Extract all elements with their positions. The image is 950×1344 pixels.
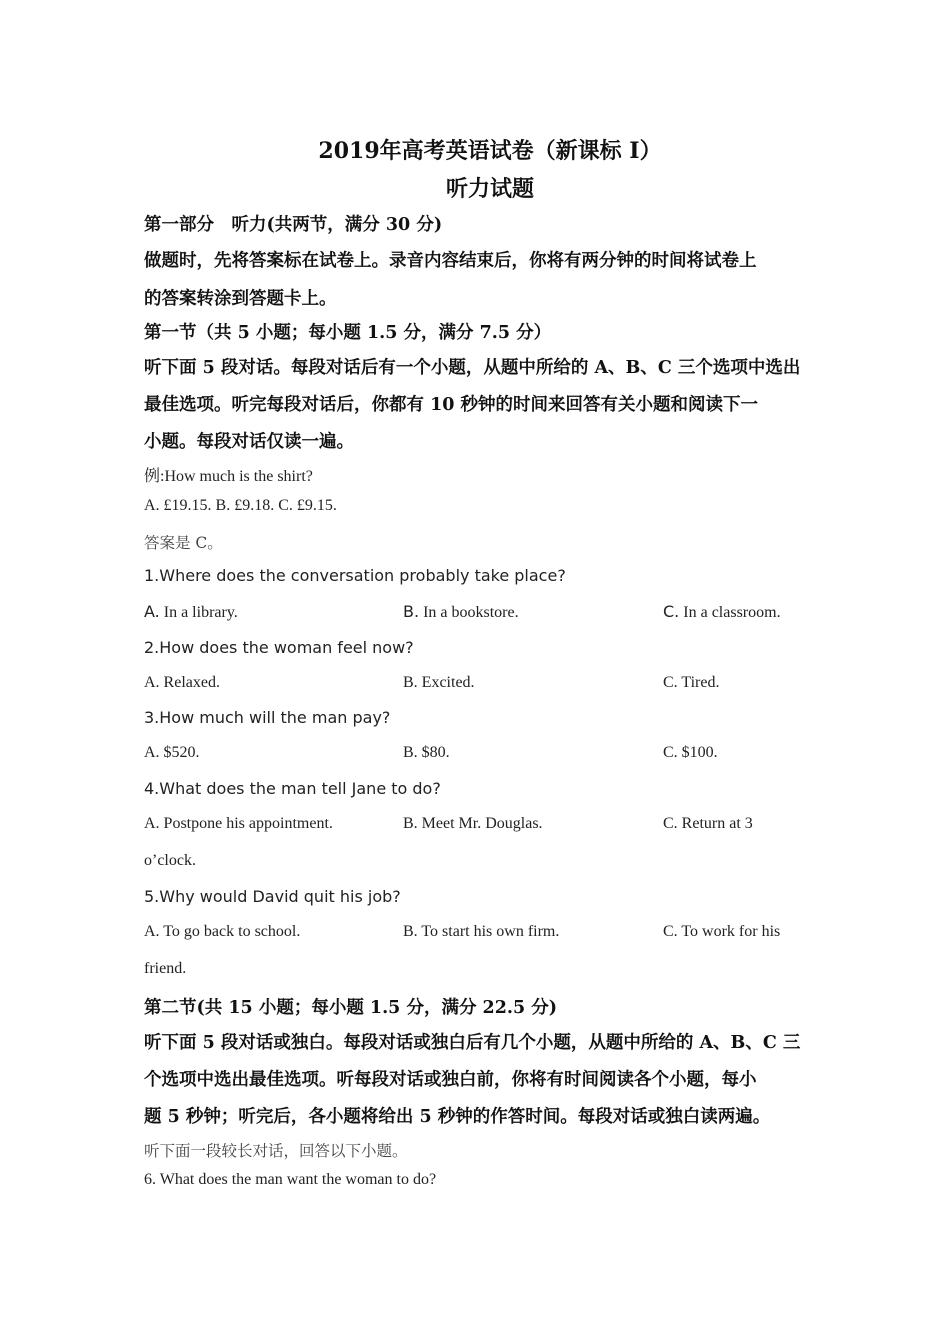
q3-option-b: B. $80. [403,744,450,761]
section2-instruction-line2: 个选项中选出最佳选项。听每段对话或独白前，你将有时间阅读各个小题，每小 [144,1070,757,1090]
part1-instruction-line2: 的答案转涂到答题卡上。 [144,289,337,309]
q1-option-c: C. In a classroom. [663,602,781,621]
q3-option-a: A. $520. [144,744,200,761]
q2-option-a: A. Relaxed. [144,674,220,691]
section2-heading: 第二节(共 15 小题；每小题 1.5 分，满分 22.5 分) [144,998,558,1018]
question-6: 6. What does the man want the woman to do? [144,1171,437,1188]
q5-option-c: C. To work for his [663,923,781,940]
example-question: 例:How much is the shirt? [144,468,313,485]
q5-option-c-continued: friend. [144,960,187,977]
q5-option-a: A. To go back to school. [144,923,301,940]
question-1: 1.Where does the conversation probably take place? [144,566,566,585]
q4-option-c-continued: o’clock. [144,852,196,869]
section1-instruction-line2: 最佳选项。听完每段对话后，你都有 10 秒钟的时间来回答有关小题和阅读下一 [144,395,759,415]
q2-option-c: C. Tired. [663,674,720,691]
q4-option-a: A. Postpone his appointment. [144,815,333,832]
part1-heading: 第一部分 听力(共两节，满分 30 分) [144,215,443,235]
q1-option-a: A. In a library. [144,602,238,621]
question-3: 3.How much will the man pay? [144,708,391,727]
question-4: 4.What does the man tell Jane to do? [144,779,441,798]
question-2: 2.How does the woman feel now? [144,638,414,657]
exam-subtitle: 听力试题 [445,176,534,202]
example-options: A. £19.15. B. £9.18. C. £9.15. [144,497,337,514]
section1-instruction-line3: 小题。每段对话仅读一遍。 [144,432,354,452]
section2-instruction-line1: 听下面 5 段对话或独白。每段对话或独白后有几个小题，从题中所给的 A、B、C 三 [144,1033,801,1053]
section2-note: 听下面一段较长对话，回答以下小题。 [144,1142,408,1160]
example-answer: 答案是 C。 [144,534,223,552]
exam-title: 2019年高考英语试卷（新课标 I） [318,138,662,164]
section1-instruction-line1: 听下面 5 段对话。每段对话后有一个小题，从题中所给的 A、B、C 三个选项中选出 [144,358,801,378]
q4-option-c: C. Return at 3 [663,815,753,832]
q2-option-b: B. Excited. [403,674,475,691]
q1-option-b: B. In a bookstore. [403,602,519,621]
section2-instruction-line3: 题 5 秒钟；听完后，各小题将给出 5 秒钟的作答时间。每段对话或独白读两遍。 [144,1107,771,1127]
section1-heading: 第一节（共 5 小题；每小题 1.5 分，满分 7.5 分） [144,323,552,343]
q4-option-b: B. Meet Mr. Douglas. [403,815,543,832]
question-5: 5.Why would David quit his job? [144,887,401,906]
q5-option-b: B. To start his own firm. [403,923,560,940]
part1-instruction-line1: 做题时，先将答案标在试卷上。录音内容结束后，你将有两分钟的时间将试卷上 [144,251,757,271]
q3-option-c: C. $100. [663,744,718,761]
